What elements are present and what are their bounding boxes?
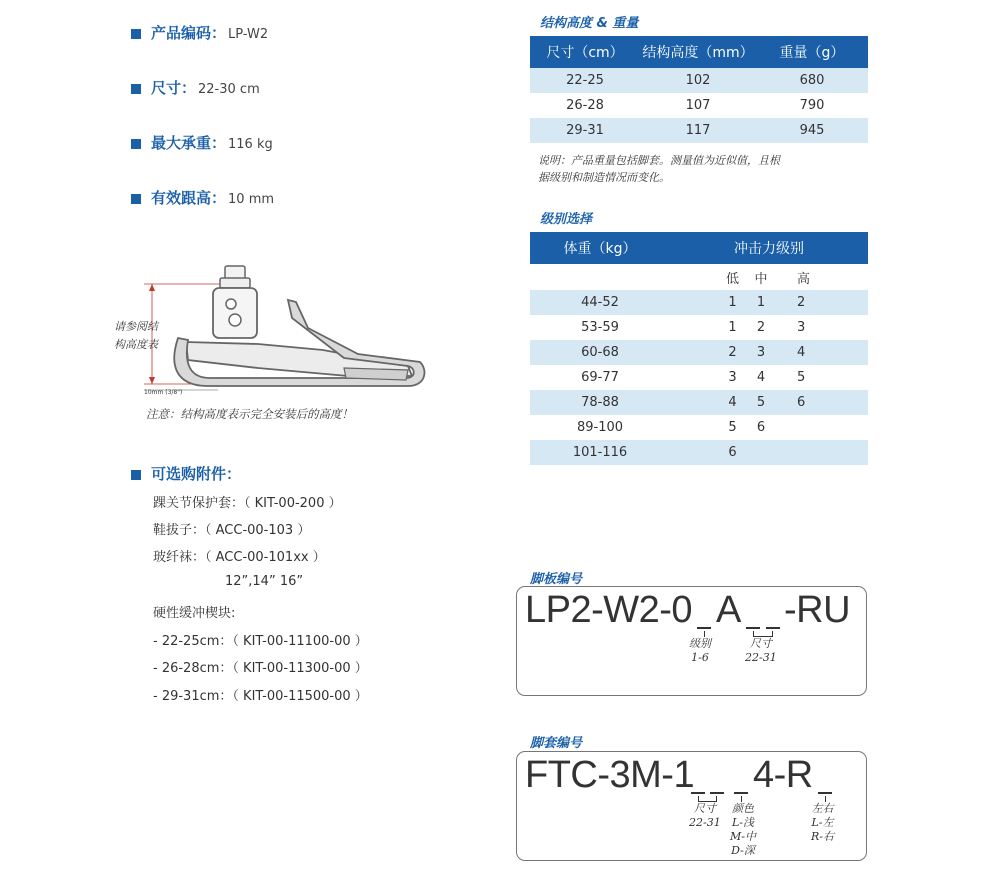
table-cell — [530, 264, 670, 290]
column-header-body-weight: 体重（kg） — [530, 232, 670, 264]
height-table-note-line1: 说明：产品重量包括脚套。测量值为近似值，且根 — [538, 154, 780, 167]
table-cell: 3 — [728, 370, 737, 385]
table-row — [530, 93, 868, 118]
table-cell: 53-59 — [581, 320, 619, 335]
cover-size-caption-label: 尺寸 — [693, 802, 716, 815]
bullet-square-icon — [131, 194, 141, 204]
table-cell: 107 — [685, 98, 711, 113]
column-header-size: 尺寸（cm） — [530, 36, 640, 68]
size-blank-2 — [766, 627, 780, 629]
table-row — [530, 315, 868, 340]
table-row — [530, 390, 868, 415]
spec-max-load: 最大承重： 116 kg — [131, 132, 273, 153]
level-selection-table — [530, 232, 868, 465]
table-row — [530, 290, 868, 315]
table-cell: 22-25 — [530, 68, 640, 93]
table-cell: 5 — [739, 390, 783, 415]
cover-size-blank-1 — [691, 792, 705, 794]
color-option-dark: D-深 — [731, 844, 755, 857]
table-cell: 89-100 — [576, 420, 624, 435]
table-row — [530, 365, 868, 390]
figure-side-label-line1: 请参阅结 — [114, 320, 158, 333]
color-option-medium: M-中 — [730, 830, 756, 843]
foot-cover-code-box — [516, 751, 867, 861]
table-cell: 5 — [728, 420, 737, 435]
table-cell: 29-31 — [530, 118, 640, 143]
size-caption-range: 22-31 — [745, 651, 777, 664]
color-option-light: L-浅 — [731, 816, 754, 829]
table-header-row — [530, 232, 868, 264]
table-cell: 4 — [783, 340, 868, 365]
cover-size-caption-range: 22-31 — [689, 816, 721, 829]
cover-size-caption — [689, 802, 721, 830]
table-cell: 945 — [756, 118, 868, 143]
table-cell: 5 — [797, 370, 806, 385]
table-cell — [739, 440, 783, 465]
foot-cover-code-part2: 4-R — [753, 754, 813, 796]
table-cell: 6 — [756, 420, 766, 435]
cover-size-blank-2 — [710, 792, 724, 794]
figure-side-label-line2: 构高度表 — [114, 338, 158, 351]
table-header-row — [530, 36, 868, 68]
table-subheader-row — [530, 264, 868, 290]
foot-plate-code-part3: -RU — [784, 589, 851, 631]
height-table-note — [538, 152, 780, 186]
size-caption-label: 尺寸 — [749, 637, 772, 650]
accessory-wedge-title: 硬性缓冲楔块: — [153, 606, 236, 621]
accessory-ankle-protector: 踝关节保护套：（ KIT-00-200 ） — [153, 496, 342, 511]
level-caption — [689, 637, 711, 665]
table-cell: 117 — [640, 118, 756, 143]
height-weight-table — [530, 36, 868, 143]
side-option-left: L-左 — [811, 816, 834, 829]
table-cell: 6 — [670, 440, 739, 465]
column-header-height: 结构高度（mm） — [640, 36, 756, 68]
bullet-square-icon — [131, 139, 141, 149]
table-cell: 4 — [670, 390, 739, 415]
table-cell: 6 — [783, 390, 868, 415]
table-cell: 69-77 — [581, 370, 619, 385]
subheader-high: 高 — [797, 271, 811, 287]
table-cell: 2 — [670, 340, 739, 365]
table-cell: 790 — [799, 98, 825, 113]
foot-plate-code-part2: A — [716, 589, 741, 631]
table-cell: 101-116 — [530, 440, 670, 465]
foot-plate-code-box — [516, 586, 867, 696]
color-blank — [734, 792, 748, 794]
table-cell: 1 — [739, 290, 783, 315]
size-blank-1 — [746, 627, 760, 629]
height-table-note-line2: 据级别和制造情况而变化。 — [538, 171, 670, 184]
side-caption — [811, 802, 834, 844]
dimension-label: 10mm (3/8") — [144, 389, 183, 396]
color-caption — [730, 802, 756, 858]
table-cell: 2 — [756, 320, 766, 335]
side-option-right: R-右 — [811, 830, 834, 843]
foot-cover-code-part1: FTC-3M-1 — [525, 754, 695, 796]
table-cell: 3 — [739, 340, 783, 365]
table-cell: 102 — [640, 68, 756, 93]
accessory-wedge-3: - 29-31cm：（ KIT-00-11500-00 ） — [153, 689, 368, 704]
height-table-title: 结构高度 & 重量 — [540, 16, 639, 31]
table-cell: 1 — [670, 290, 739, 315]
subheader-low: 低 — [726, 271, 740, 287]
table-cell: 78-88 — [530, 390, 670, 415]
prosthetic-foot-figure — [108, 258, 438, 428]
bullet-square-icon — [131, 29, 141, 39]
accessory-shoe-horn: 鞋拔子：（ ACC-00-103 ） — [153, 523, 311, 538]
column-header-impact-level: 冲击力级别 — [670, 232, 868, 264]
level-caption-label: 级别 — [689, 637, 711, 650]
table-cell: 3 — [797, 320, 806, 335]
table-row — [530, 118, 868, 143]
table-row — [530, 415, 868, 440]
figure-side-label — [114, 318, 158, 354]
bullet-square-icon — [131, 84, 141, 94]
table-cell: 4 — [756, 370, 766, 385]
accessories-title: 可选购附件： — [131, 463, 241, 484]
spec-size: 尺寸： 22-30 cm — [131, 77, 260, 98]
size-caption — [745, 637, 777, 665]
table-cell — [783, 440, 868, 465]
level-caption-range: 1-6 — [691, 651, 709, 664]
table-cell: 1 — [728, 320, 737, 335]
table-cell: 60-68 — [530, 340, 670, 365]
accessory-wedge-2: - 26-28cm：（ KIT-00-11300-00 ） — [153, 661, 368, 676]
spec-heel-height: 有效跟高： 10 mm — [131, 187, 274, 208]
table-row — [530, 68, 868, 93]
side-blank — [818, 792, 832, 794]
accessory-fiberglass-sock: 玻纤袜：（ ACC-00-101xx ） — [153, 550, 326, 565]
foot-cover-code-title: 脚套编号 — [530, 736, 583, 751]
color-caption-label: 颜色 — [731, 802, 754, 815]
level-blank — [697, 627, 711, 629]
table-cell: 680 — [756, 68, 868, 93]
subheader-mid: 中 — [754, 271, 768, 287]
table-cell: 44-52 — [530, 290, 670, 315]
level-table-title: 级别选择 — [540, 212, 593, 227]
spec-product-code: 产品编码： LP-W2 — [131, 22, 268, 43]
column-header-weight: 重量（g） — [756, 36, 868, 68]
accessory-sock-sizes: 12”,14” 16” — [225, 574, 304, 589]
foot-plate-code-title: 脚板编号 — [530, 572, 583, 587]
table-row — [530, 340, 868, 365]
foot-plate-code-part1: LP2-W2-0 — [525, 589, 693, 631]
side-caption-label: 左右 — [811, 802, 834, 815]
table-row — [530, 440, 868, 465]
table-cell: 26-28 — [566, 98, 604, 113]
figure-caption: 注意：结构高度表示完全安装后的高度！ — [146, 407, 353, 421]
bullet-square-icon — [131, 470, 141, 480]
accessory-wedge-1: - 22-25cm：（ KIT-00-11100-00 ） — [153, 634, 368, 649]
table-cell — [783, 415, 868, 440]
table-cell: 2 — [783, 290, 868, 315]
